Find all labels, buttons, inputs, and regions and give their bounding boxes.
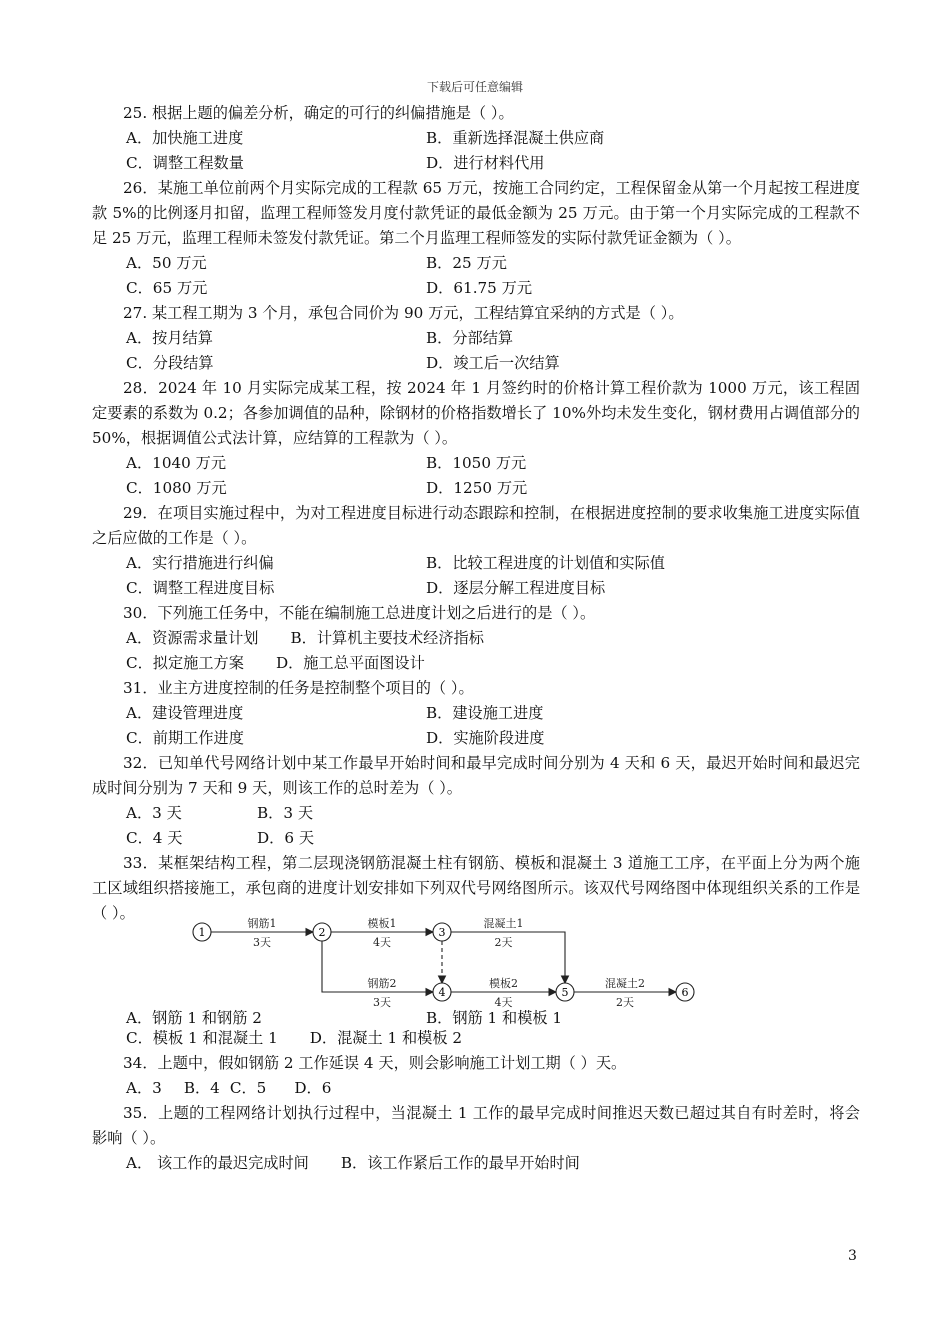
option-d: D．混凝土 1 和模板 2 (309, 1029, 463, 1047)
question-30-options-row-2 (92, 651, 860, 676)
option-b: B．该工作紧后工作的最早开始时间 (340, 1154, 580, 1172)
option-a: A． 该工作的最迟完成时间 (126, 1154, 309, 1172)
question-25-stem: 25. 根据上题的偏差分析，确定的可行的纠偏措施是（ ）。 (123, 104, 514, 122)
option-c: C．4 天 (126, 829, 183, 847)
option-a: A．1040 万元 (126, 454, 227, 472)
question-26-stem: 26．某施工单位前两个月实际完成的工程款 65 万元，按施工合同约定，工程保留金从第一个月起按工程进度款 5%的比例逐月扣留，监理工程师签发月度付款凭证的最低金额为 25 万元。由于第一个月实际完成的工程款不足 25 万元，监理工程师未签发付款凭证。第二个月监理工程师签发的实际付款凭证金额为（ ）。 (92, 179, 860, 247)
option-d: D．6 天 (257, 829, 315, 847)
network-diagram-svg (182, 914, 702, 1030)
node-number: 1 (198, 926, 206, 939)
node-number: 4 (438, 986, 446, 999)
question-29-options-row-2 (92, 576, 860, 601)
activity-name-label: 混凝土1 (483, 917, 524, 930)
option-b: B．比较工程进度的计划值和实际值 (426, 554, 665, 572)
node-number: 5 (561, 986, 569, 999)
question-27-options-row-1 (92, 326, 860, 351)
option-c: C．模板 1 和混凝土 1 (126, 1029, 278, 1047)
question-32-options-row-2 (92, 826, 860, 851)
option-d: D．61.75 万元 (426, 279, 533, 297)
option-b: B．4 (183, 1079, 220, 1097)
option-c: C．拟定施工方案 (126, 654, 244, 672)
question-29-stem: 29．在项目实施过程中，为对工程进度目标进行动态跟踪和控制，在根据进度控制的要求收集施工进度实际值之后应做的工作是（ ）。 (92, 504, 860, 547)
option-b: B．建设施工进度 (426, 704, 544, 722)
activity-duration-label: 3天 (253, 936, 271, 949)
activity-duration-label: 2天 (616, 996, 634, 1009)
activity-name-label: 钢筋2 (367, 977, 397, 990)
node-number: 3 (438, 926, 446, 939)
option-c: C．前期工作进度 (126, 729, 244, 747)
question-31-stem: 31．业主方进度控制的任务是控制整个项目的（ ）。 (123, 679, 474, 697)
option-d: D．施工总平面图设计 (275, 654, 425, 672)
option-a: A．按月结算 (126, 329, 213, 347)
option-a: A．3 (126, 1079, 162, 1097)
option-b: B．计算机主要技术经济指标 (290, 629, 484, 647)
activity-duration-label: 2天 (494, 936, 513, 949)
question-34-options (92, 1076, 860, 1101)
node-number: 6 (681, 986, 689, 999)
question-32-stem: 32．已知单代号网络计划中某工作最早开始时间和最早完成时间分别为 4 天和 6 天，最迟开始时间和最迟完成时间分别为 7 天和 9 天，则该工作的总时差为（ ）。 (92, 754, 860, 797)
question-31-options-row-2 (92, 726, 860, 751)
question-34-stem: 34．上题中，假如钢筋 2 工作延误 4 天，则会影响施工计划工期（ ）天。 (123, 1054, 627, 1072)
activity-name-label: 模板2 (489, 977, 518, 990)
option-d: D．竣工后一次结算 (426, 354, 560, 372)
question-35-options (92, 1151, 860, 1176)
option-c: C．调整工程数量 (126, 154, 244, 172)
document-body (92, 101, 860, 1176)
option-d: D．逐层分解工程进度目标 (426, 579, 606, 597)
option-c: C．5 (229, 1079, 267, 1097)
option-c: C．1080 万元 (126, 479, 227, 497)
activity-name-label: 钢筋1 (247, 917, 277, 930)
question-29-options-row-1 (92, 551, 860, 576)
option-b: B．分部结算 (426, 329, 514, 347)
question-31-options-row-1 (92, 701, 860, 726)
option-a: A．50 万元 (126, 254, 207, 272)
option-b: B．钢筋 1 和模板 1 (426, 1009, 563, 1027)
question-28-options-row-2 (92, 476, 860, 501)
option-a: A．3 天 (126, 804, 182, 822)
question-30-stem: 30．下列施工任务中，不能在编制施工总进度计划之后进行的是（ ）。 (123, 604, 596, 622)
page-number: 3 (848, 1248, 857, 1264)
option-c: C．分段结算 (126, 354, 214, 372)
activity-name-label: 混凝土2 (605, 977, 645, 990)
activity-duration-label: 4天 (373, 936, 391, 949)
question-28-stem: 28．2024 年 10 月实际完成某工程，按 2024 年 1 月签约时的价格计算工程价款为 1000 万元，该工程固定要素的系数为 0.2；各参加调值的品种，除钢材的价格指数增长了 10%外均未发生变化，钢材费用占调值部分的 50%，根据调值公式法计算，应结算的工程款为（ ）。 (92, 379, 860, 447)
activity-duration-label: 4天 (494, 996, 513, 1009)
option-b: B．重新选择混凝土供应商 (426, 129, 605, 147)
option-b: B．25 万元 (426, 254, 507, 272)
page-header: 下载后可任意编辑 (426, 80, 523, 94)
question-27-stem: 27. 某工程工期为 3 个月，承包合同价为 90 万元，工程结算宜采纳的方式是（ ）。 (123, 304, 684, 322)
option-d: D．进行材料代用 (426, 154, 545, 172)
option-d: D．实施阶段进度 (426, 729, 545, 747)
question-32-options-row-1 (92, 801, 860, 826)
option-d: D．1250 万元 (426, 479, 528, 497)
activity-duration-label: 3天 (373, 996, 391, 1009)
node-number: 2 (318, 926, 326, 939)
question-25-options-row-1 (92, 126, 860, 151)
question-30-options-row-1 (92, 626, 860, 651)
option-a: A．建设管理进度 (126, 704, 244, 722)
question-25-options-row-2 (92, 151, 860, 176)
option-c: C．65 万元 (126, 279, 208, 297)
question-35-stem: 35．上题的工程网络计划执行过程中，当混凝土 1 工作的最早完成时间推迟天数已超过其自有时差时，将会影响（ ）。 (92, 1104, 860, 1147)
option-d: D．6 (294, 1079, 332, 1097)
question-28-options-row-1 (92, 451, 860, 476)
activity-name-label: 模板1 (367, 917, 397, 930)
network-diagram (92, 917, 860, 1009)
option-c: C．调整工程进度目标 (126, 579, 275, 597)
question-26-options-row-2 (92, 276, 860, 301)
option-b: B．1050 万元 (426, 454, 527, 472)
option-a: A．加快施工进度 (126, 129, 244, 147)
question-33-stem: 33．某框架结构工程，第二层现浇钢筋混凝土柱有钢筋、模板和混凝土 3 道施工工序，在平面上分为两个施工区域组织搭接施工，承包商的进度计划安排如下列双代号网络图所示。该双代号网络图中体现组织关系的工作是（ ）。 (92, 854, 860, 922)
option-a: A．钢筋 1 和钢筋 2 (126, 1009, 262, 1027)
option-b: B．3 天 (257, 804, 314, 822)
question-27-options-row-2 (92, 351, 860, 376)
option-a: A．资源需求量计划 (126, 629, 259, 647)
option-a: A．实行措施进行纠偏 (126, 554, 274, 572)
question-26-options-row-1 (92, 251, 860, 276)
